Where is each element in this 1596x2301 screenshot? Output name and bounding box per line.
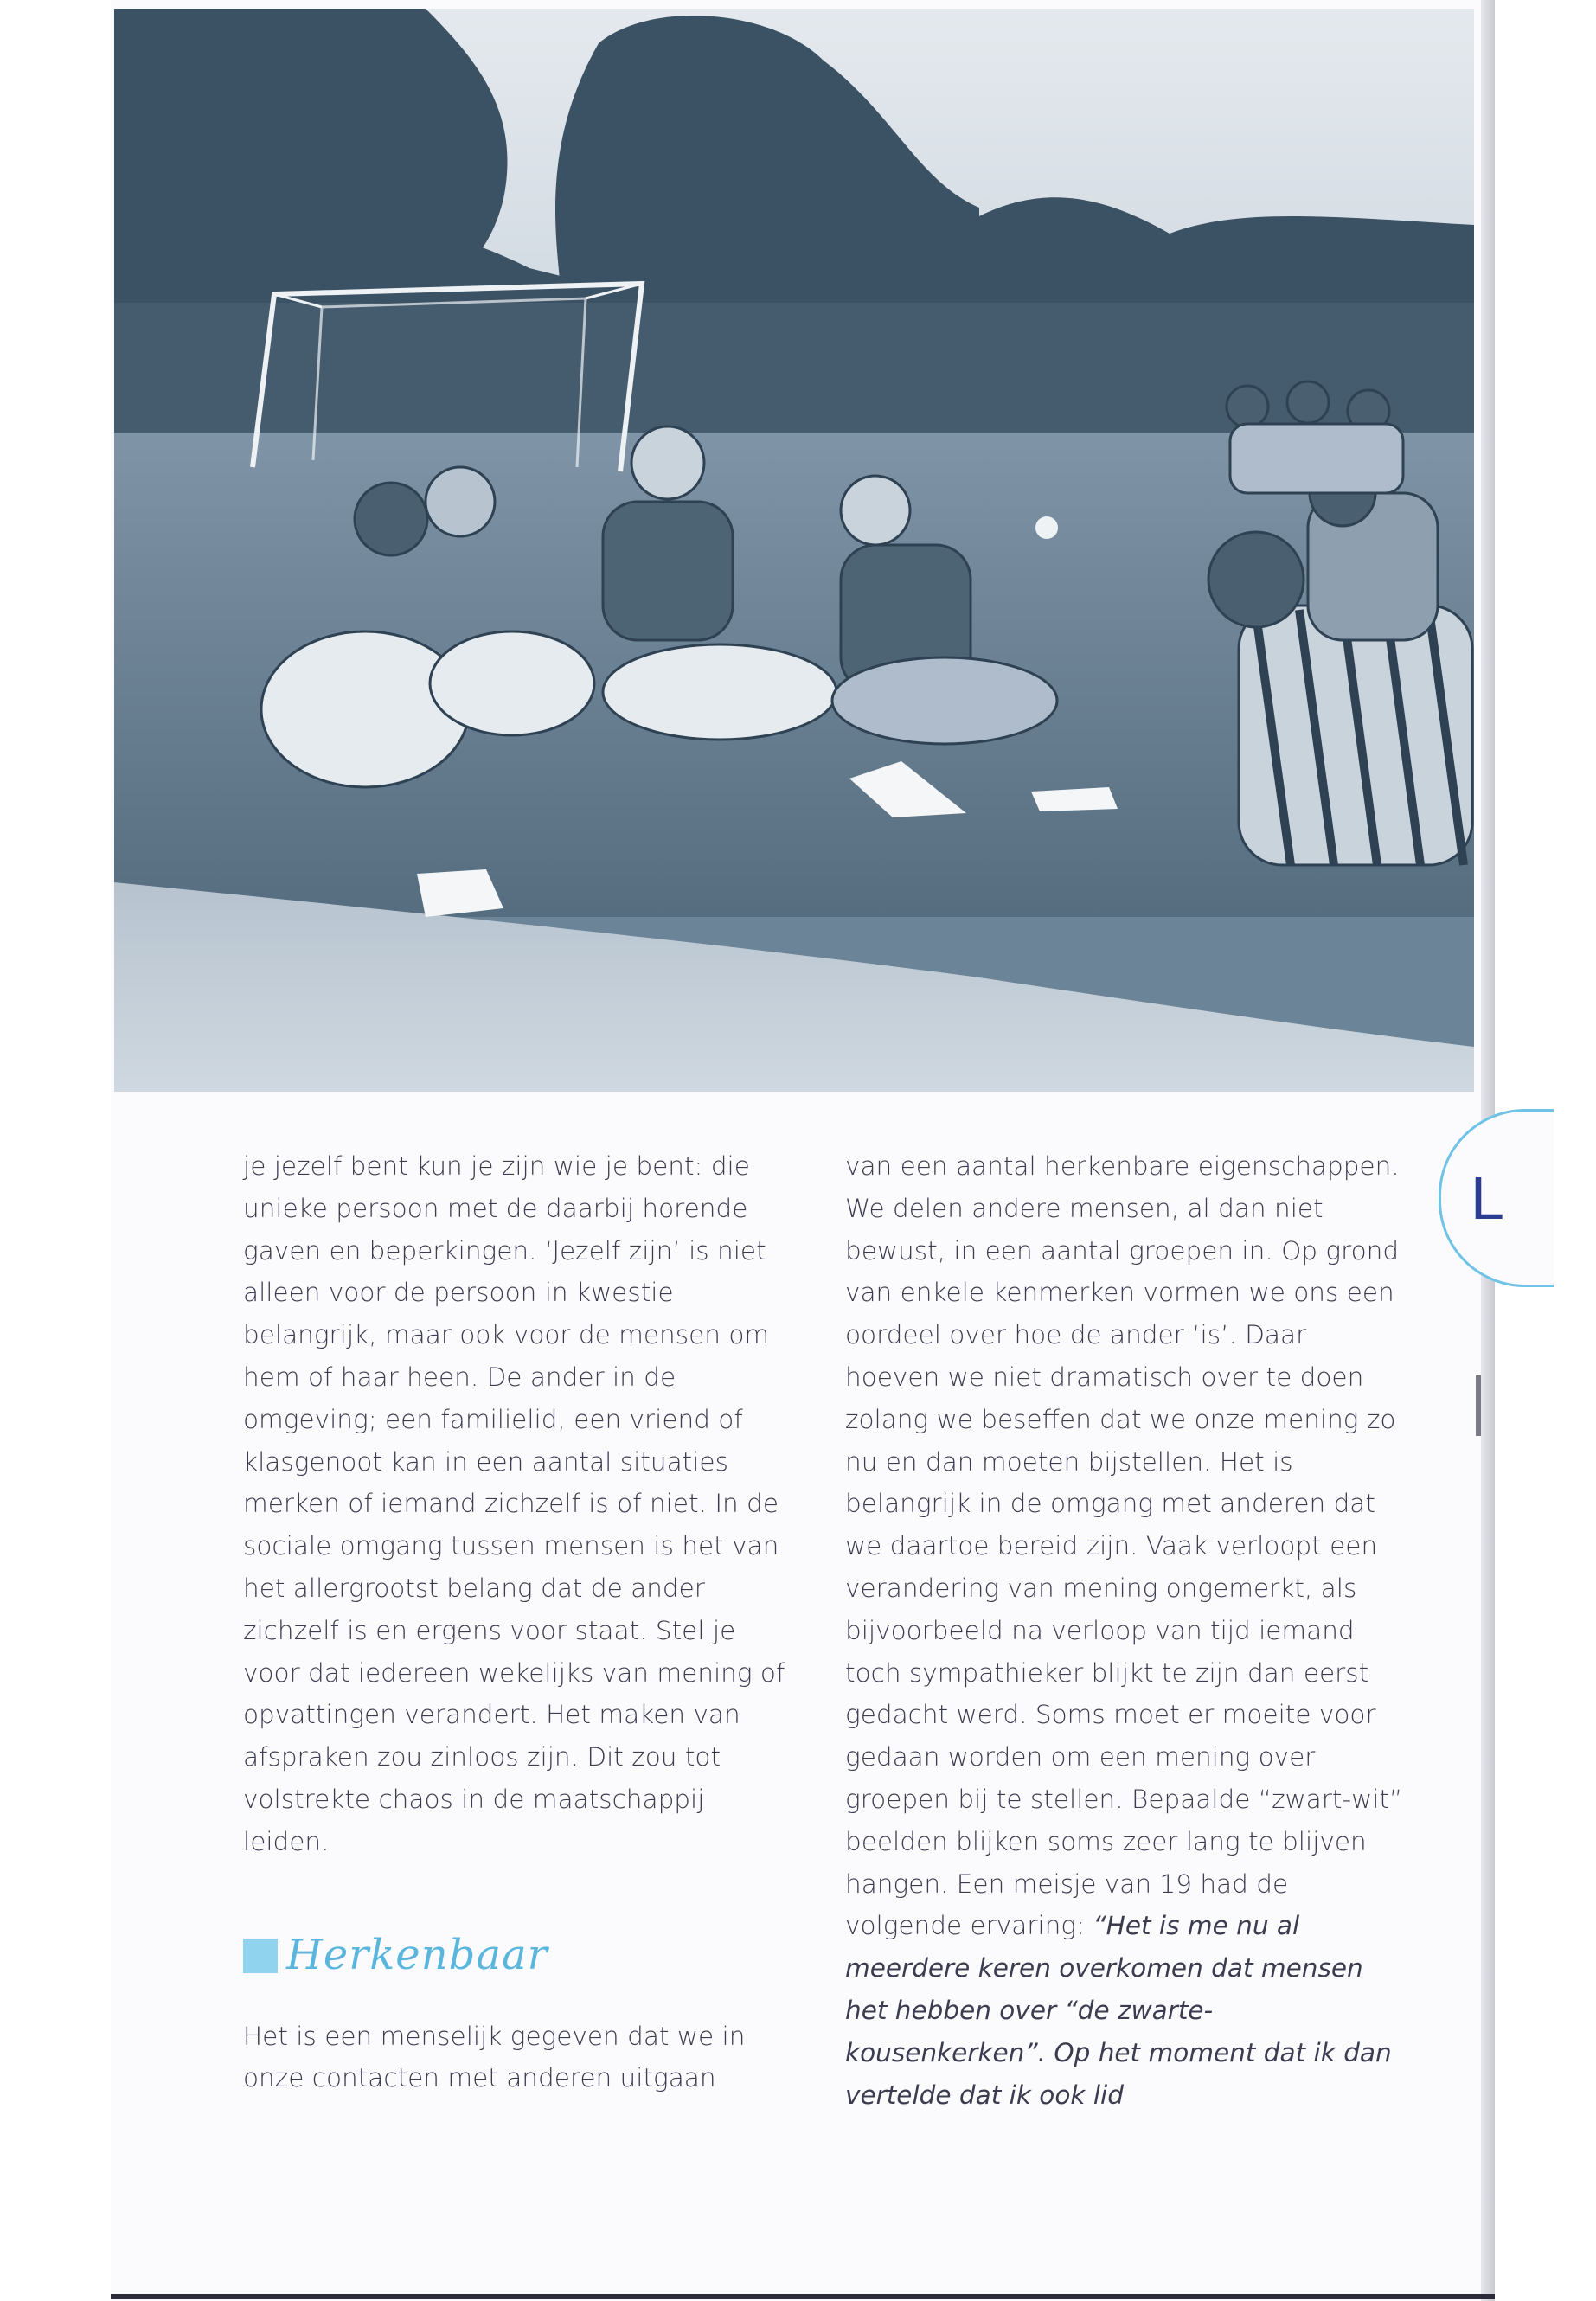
right-paragraph bbox=[845, 1145, 1407, 2116]
heading-square-icon bbox=[243, 1939, 278, 1973]
quote-text: “Het is me nu al meerdere keren overkomen dat mensen het hebben over “de zwarte-kousenkerken”. Op het moment dat ik dan vertelde dat ik ook lid bbox=[845, 1911, 1392, 2110]
football bbox=[1035, 516, 1058, 539]
left-column bbox=[243, 1145, 797, 2099]
right-column bbox=[845, 1145, 1407, 2116]
right-paragraph-text: van een aantal herkenbare eigenschappen. We delen andere mensen, al dan niet bewust, in een aantal groepen in. Op grond van enkele kenmerken vormen we ons een oordeel over hoe de ander ‘is’. Daar hoeven we niet dramatisch over te doen zolang we beseffen dat we onze mening zo nu en dan moeten bijstellen. Het is belangrijk in de omgang met anderen dat we daartoe bereid zijn. Vaak verloopt een verandering van mening ongemerkt, als bijvoorbeeld na verloop van tijd iemand toch sympathieker blijkt te zijn dan eerst gedacht werd. Soms moet er moeite voor gedaan worden om een mening over groepen bij te stellen. Bepaalde “zwart-wit” beelden blijken soms zeer lang te blijven hangen. Een meisje van 19 had de volgende ervaring: bbox=[845, 1151, 1403, 1941]
left-paragraph: je jezelf bent kun je zijn wie je bent: die unieke persoon met de daarbij horende gaven en beperkingen. ‘Jezelf zijn’ is niet alleen voor de persoon in kwestie belangrijk, maar ook voor de mensen om hem of haar heen. De ander in de omgeving; een familielid, een vriend of klasgenoot kan in een aantal situaties merken of iemand zichzelf is of niet. In de sociale omgang tussen mensen is het van het allergrootst belang dat de ander zichzelf is en ergens voor staat. Stel je voor dat iedereen wekelijks van mening of opvattingen verandert. Het maken van afspraken zou zinloos zijn. Dit zou tot volstrekte chaos in de maatschappij leiden. bbox=[243, 1151, 785, 1856]
binding-mark bbox=[1476, 1375, 1481, 1436]
left-paragraph-2: Het is een menselijk gegeven dat we in onze contacten met anderen uitgaan bbox=[243, 2021, 746, 2093]
section-heading bbox=[243, 1926, 797, 1986]
chapter-tab-letter: L bbox=[1471, 1164, 1504, 1232]
page-bottom-edge bbox=[111, 2294, 1495, 2299]
section-heading-title: Herkenbaar bbox=[286, 1931, 548, 1980]
group-photo bbox=[114, 9, 1474, 1092]
